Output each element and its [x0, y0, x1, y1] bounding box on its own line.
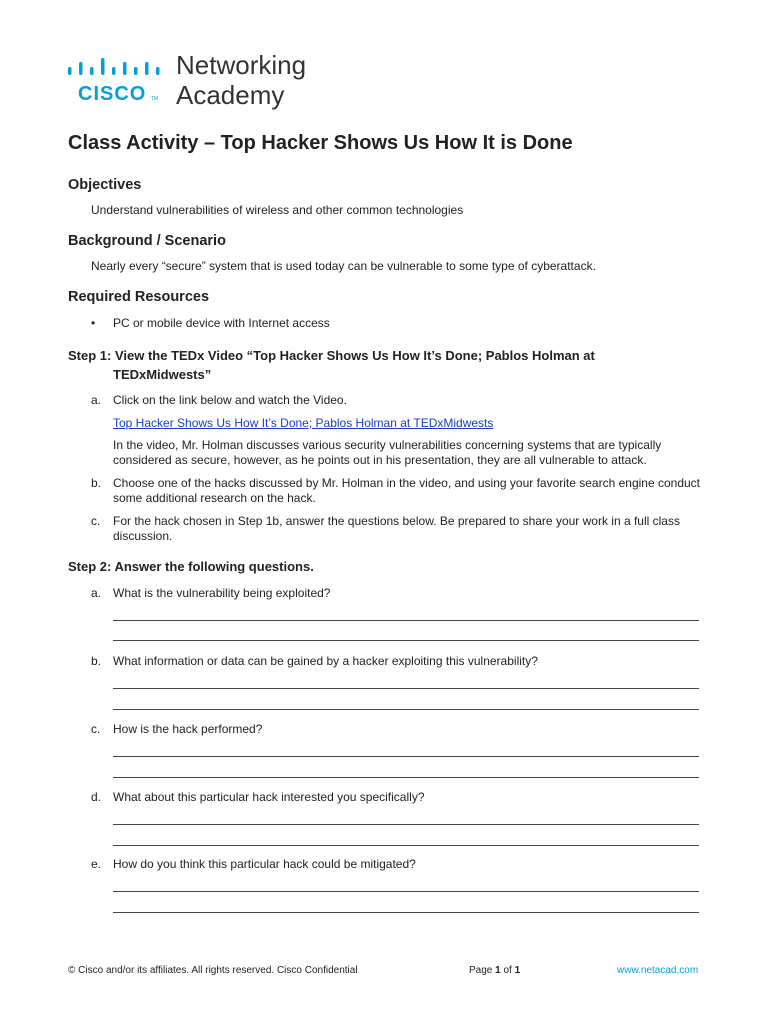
answer-line[interactable] [113, 777, 699, 778]
page-label: Page [469, 965, 493, 976]
step2-heading: Step 2: Answer the following questions. [68, 559, 314, 574]
question-d: What about this particular hack interested you specifically? [113, 790, 425, 804]
list-label: d. [91, 790, 102, 804]
answer-line[interactable] [113, 891, 699, 892]
answer-line[interactable] [113, 824, 699, 825]
copyright-icon: © [68, 965, 76, 976]
page-of: of [503, 965, 512, 976]
logo-networking: Networking [176, 50, 307, 80]
logo-academy: Academy [176, 80, 285, 110]
footer-copyright [68, 965, 358, 976]
step1-item-a: Click on the link below and watch the Video. [113, 393, 347, 407]
cisco-wordmark: CISCO [78, 83, 147, 105]
background-text: Nearly every “secure” system that is used today can be vulnerable to some type of cyberattack. [91, 259, 596, 273]
step1-item-c: For the hack chosen in Step 1b, answer the questions below. Be prepared to share your work in a full class discussion. [113, 514, 680, 543]
step1-note: In the video, Mr. Holman discusses various security vulnerabilities concerning systems that are typically considered as secure, however, as he points out in his presentation, they are all vulnerable to attack. [113, 438, 662, 467]
step1-heading-line1: Step 1: View the TEDx Video “Top Hacker Shows Us How It’s Done; Pablos Holman at [68, 348, 595, 363]
trademark-mark: TM [151, 96, 159, 102]
answer-line[interactable] [113, 912, 699, 913]
list-label: c. [91, 514, 101, 528]
page-total: 1 [514, 965, 521, 976]
cisco-networking-academy-logo [68, 50, 328, 112]
page-current: 1 [495, 965, 501, 976]
answer-line[interactable] [113, 620, 699, 621]
list-label: b. [91, 476, 102, 490]
background-heading: Background / Scenario [68, 233, 226, 249]
cisco-bars-icon [68, 58, 168, 80]
step1-item-b: Choose one of the hacks discussed by Mr. Holman in the video, and using your favorite search engine conduct some additional research on the hack. [113, 476, 701, 505]
resource-item: PC or mobile device with Internet access [113, 316, 330, 330]
list-label: e. [91, 857, 102, 871]
step1-heading [68, 346, 595, 384]
netacad-link[interactable]: www.netacad.com [617, 965, 699, 976]
list-label: b. [91, 654, 102, 668]
objectives-heading: Objectives [68, 177, 142, 193]
answer-line[interactable] [113, 640, 699, 641]
copyright-text: Cisco and/or its affiliates. All rights reserved. Cisco Confidential [78, 965, 358, 976]
objectives-text: Understand vulnerabilities of wireless and other common technologies [91, 203, 464, 217]
answer-line[interactable] [113, 845, 699, 846]
list-label: a. [91, 393, 102, 407]
footer-page-number [469, 965, 520, 976]
question-a: What is the vulnerability being exploited? [113, 586, 331, 600]
list-label: c. [91, 722, 101, 736]
question-b: What information or data can be gained by a hacker exploiting this vulnerability? [113, 654, 538, 668]
answer-line[interactable] [113, 756, 699, 757]
answer-line[interactable] [113, 688, 699, 689]
tedx-video-link[interactable]: Top Hacker Shows Us How It’s Done; Pablos Holman at TEDxMidwests [113, 416, 494, 430]
answer-line[interactable] [113, 709, 699, 710]
bullet-marker: • [91, 316, 96, 330]
question-e: How do you think this particular hack could be mitigated? [113, 857, 416, 871]
page-title: Class Activity – Top Hacker Shows Us How It is Done [68, 132, 573, 154]
list-label: a. [91, 586, 102, 600]
resources-heading: Required Resources [68, 289, 210, 305]
question-c: How is the hack performed? [113, 722, 263, 736]
step1-heading-line2: TEDxMidwests” [113, 367, 212, 382]
